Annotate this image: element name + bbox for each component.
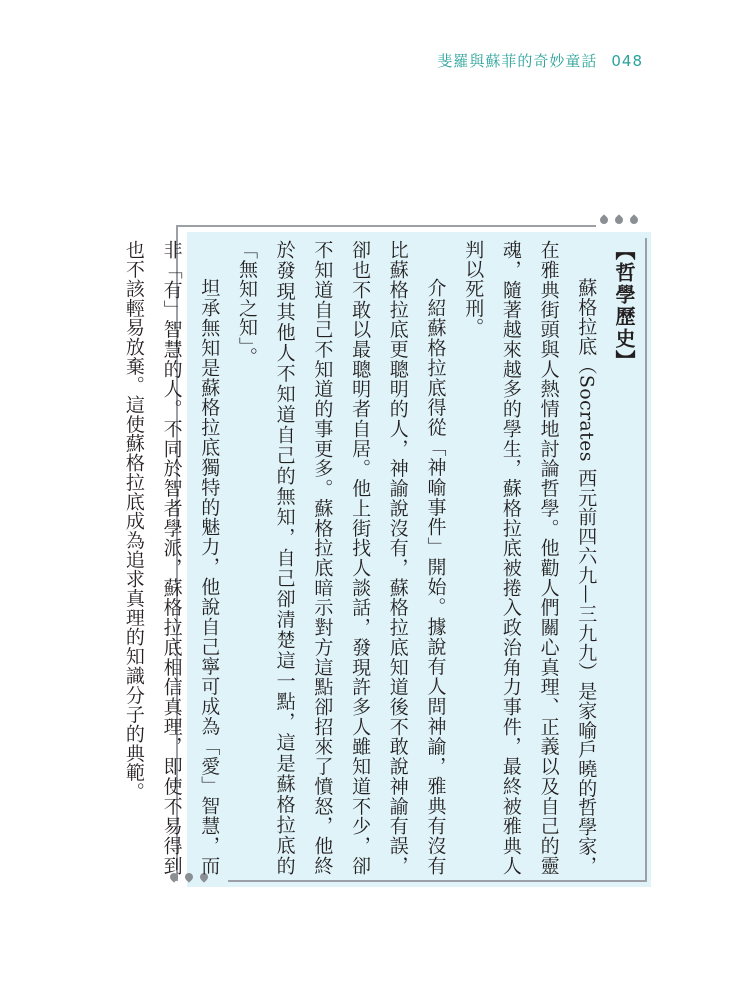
sidebar-heading: 【哲學歷史】 (612, 240, 636, 372)
frame-top-line (176, 225, 596, 227)
book-title: 斐羅與蘇菲的奇妙童話 (437, 52, 598, 70)
frame-bottom-line (228, 880, 647, 882)
drop-icon (613, 214, 624, 225)
drop-icon (628, 214, 639, 225)
page-header (437, 50, 643, 71)
drop-icon (598, 214, 609, 225)
paragraph-ignorance: 坦承無知是蘇格拉底獨特的魅力，他說自己寧可成為「愛」智慧，而非「有」智慧的人。不同於智者學派，蘇格拉底相信真理，即使不易得到也不該輕易放棄。這使蘇格拉底成為追求真理的知識分子的典範。 (122, 240, 221, 875)
drop-ornament-top (600, 216, 638, 224)
page-number: 048 (611, 51, 643, 70)
paragraph-oracle: 介紹蘇格拉底得從「神喻事件」開始。據說有人問神諭，雅典有沒有比蘇格拉底更聰明的人，神諭說沒有，蘇格拉底知道後不敢說神諭有誤，卻也不敢以最聰明者自居。他上街找人談話，發現許多人雖知道不少，卻不知道自己不知道的事更多。蘇格拉底暗示對方這點卻招來了憤怒，他終於發現其他人不知道自己的無知，自己卻清楚這一點，這是蘇格拉底的「無知之知」。 (235, 240, 447, 875)
paragraph-intro: 蘇格拉底（Socrates 西元前四六九—三九九）是家喻戶曉的哲學家，在雅典街頭與人熱情地討論哲學。他勸人們關心真理、正義以及自己的靈魂，隨著越來越多的學生，蘇格拉底被捲入政治角力事件，最終被雅典人判以死刑。 (462, 240, 598, 875)
sidebar-text (122, 240, 642, 875)
frame-right-line (645, 238, 647, 880)
